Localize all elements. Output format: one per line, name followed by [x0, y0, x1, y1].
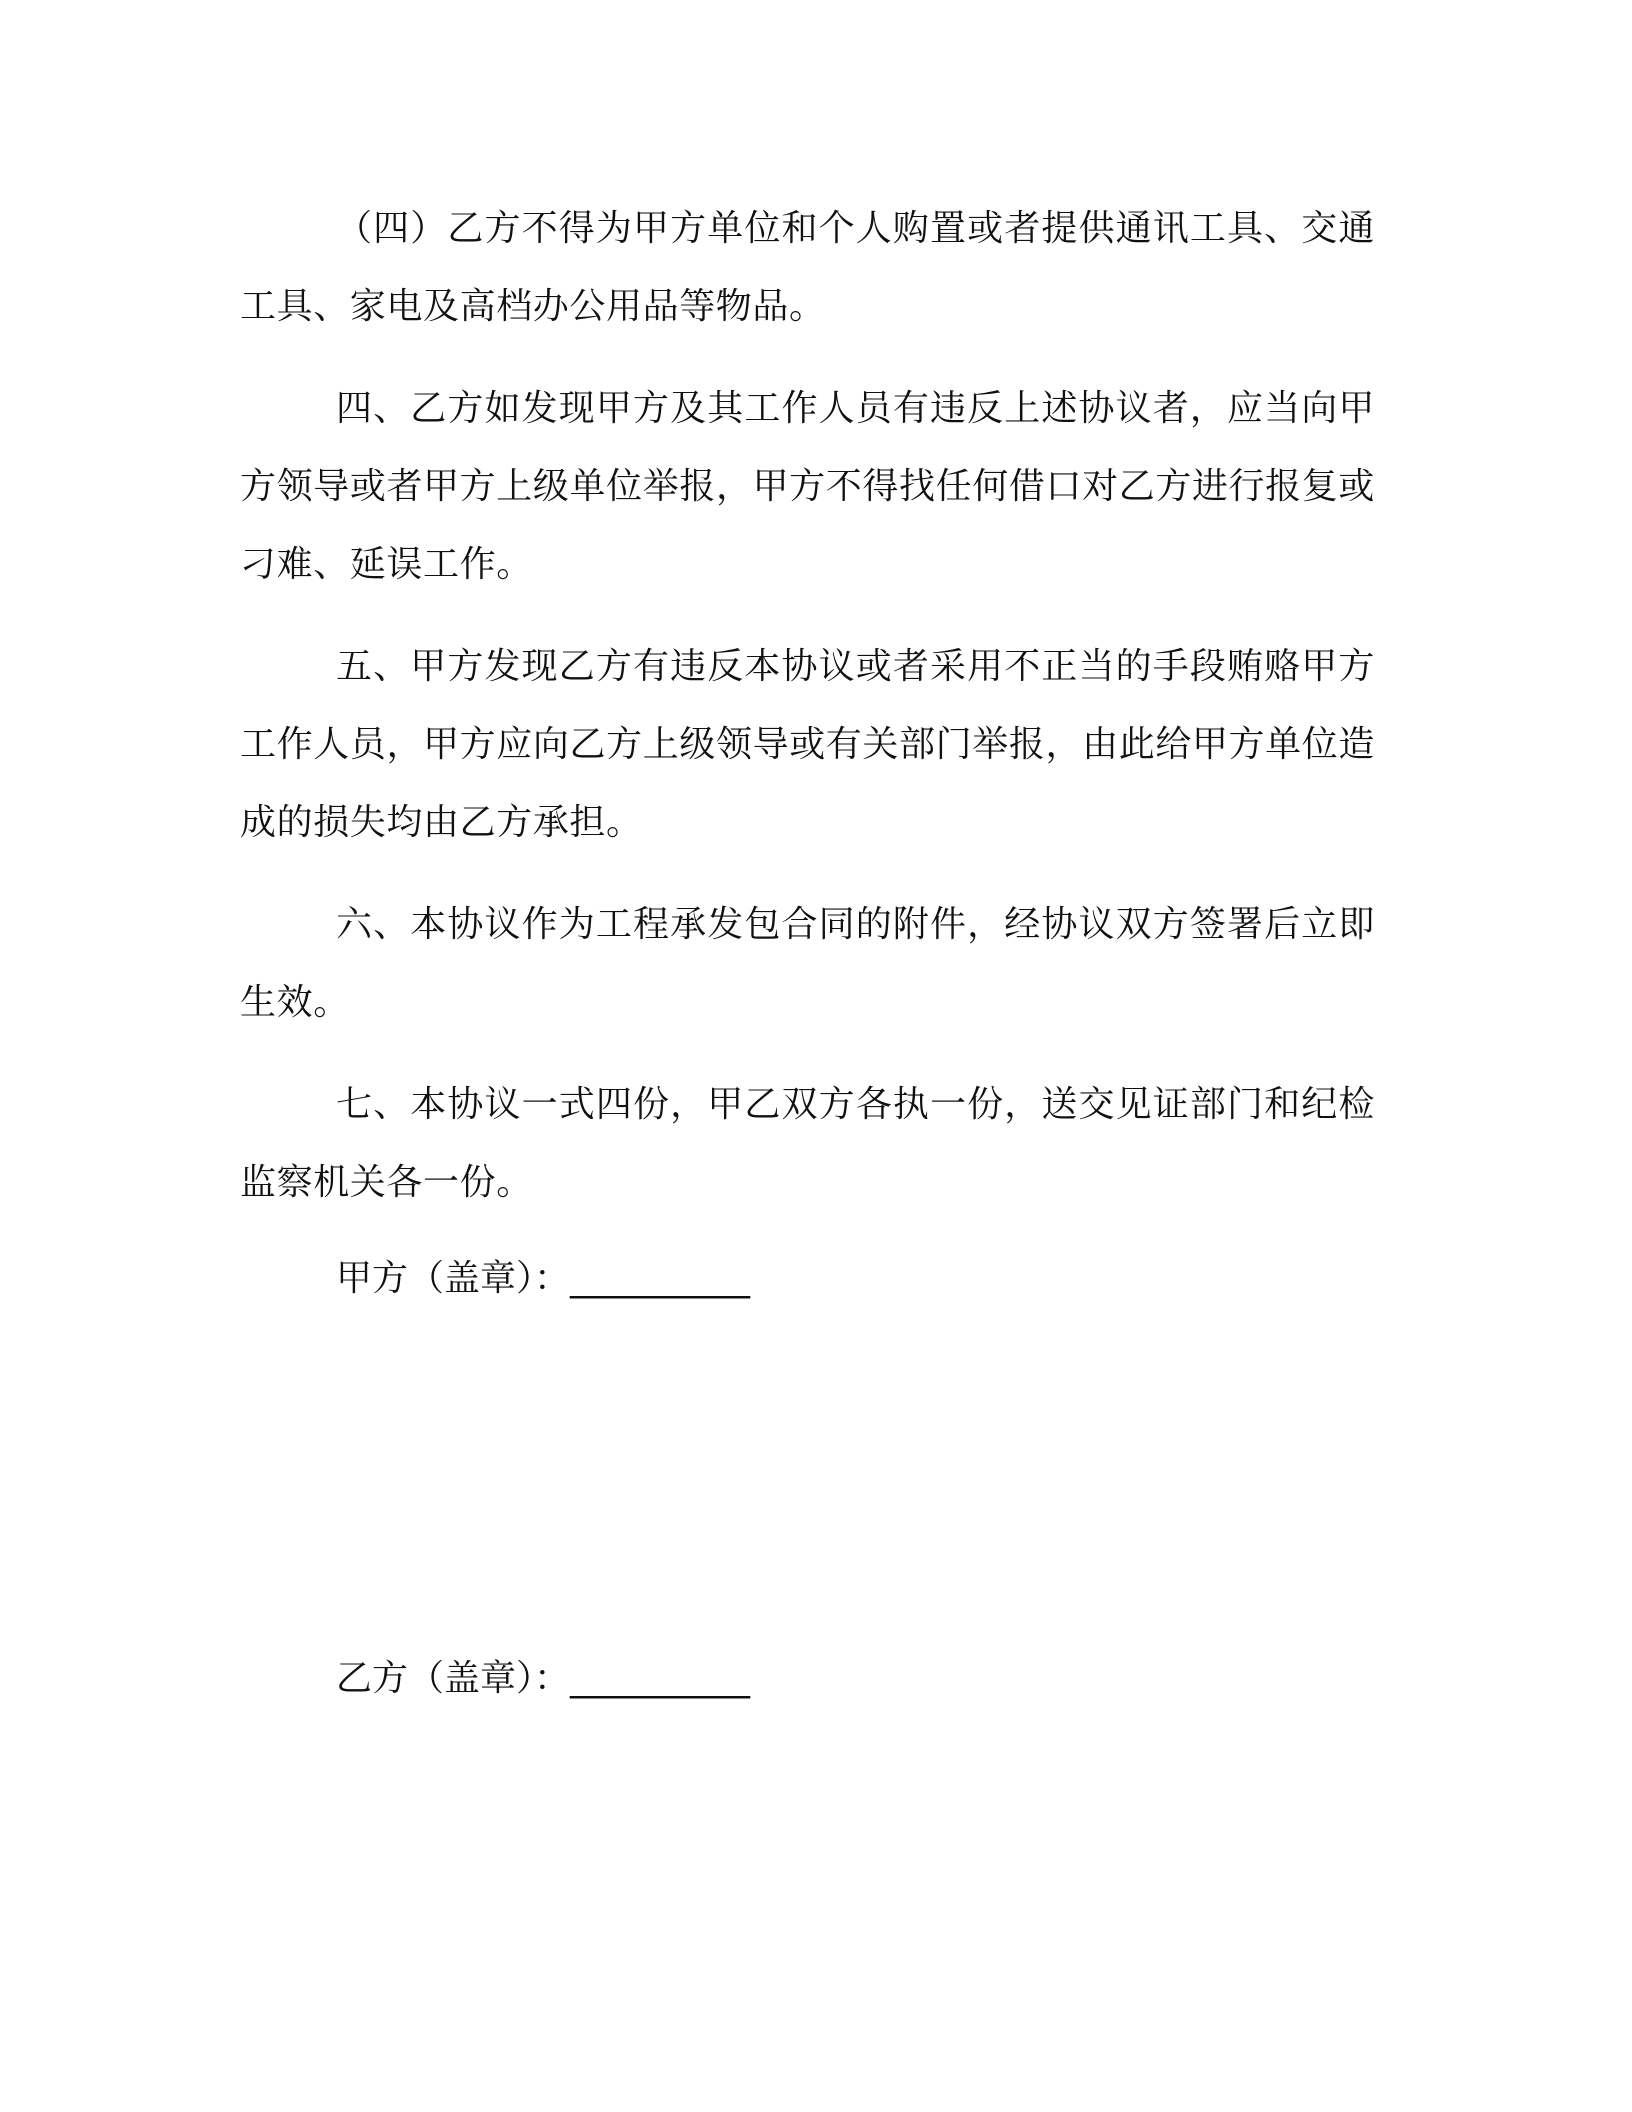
- clause-four: 四、乙方如发现甲方及其工作人员有违反上述协议者，应当向甲方领导或者甲方上级单位举报，甲方不得找任何借口对乙方进行报复或刁难、延误工作。: [240, 388, 1375, 585]
- document-body: [240, 190, 1375, 1246]
- party-a-signature-line: 甲方（盖章）：__________: [336, 1258, 751, 1299]
- party-b-signature-line: 乙方（盖章）：__________: [336, 1658, 751, 1699]
- clause-five: 五、甲方发现乙方有违反本协议或者采用不正当的手段贿赂甲方工作人员，甲方应向乙方上级领导或有关部门举报，由此给甲方单位造成的损失均由乙方承担。: [240, 646, 1375, 843]
- clause-six: 六、本协议作为工程承发包合同的附件，经协议双方签署后立即生效。: [240, 904, 1375, 1023]
- clause-four-sub-four: （四）乙方不得为甲方单位和个人购置或者提供通讯工具、交通工具、家电及高档办公用品等物品。: [240, 208, 1375, 327]
- clause-seven: 七、本协议一式四份，甲乙双方各执一份，送交见证部门和纪检监察机关各一份。: [240, 1084, 1375, 1203]
